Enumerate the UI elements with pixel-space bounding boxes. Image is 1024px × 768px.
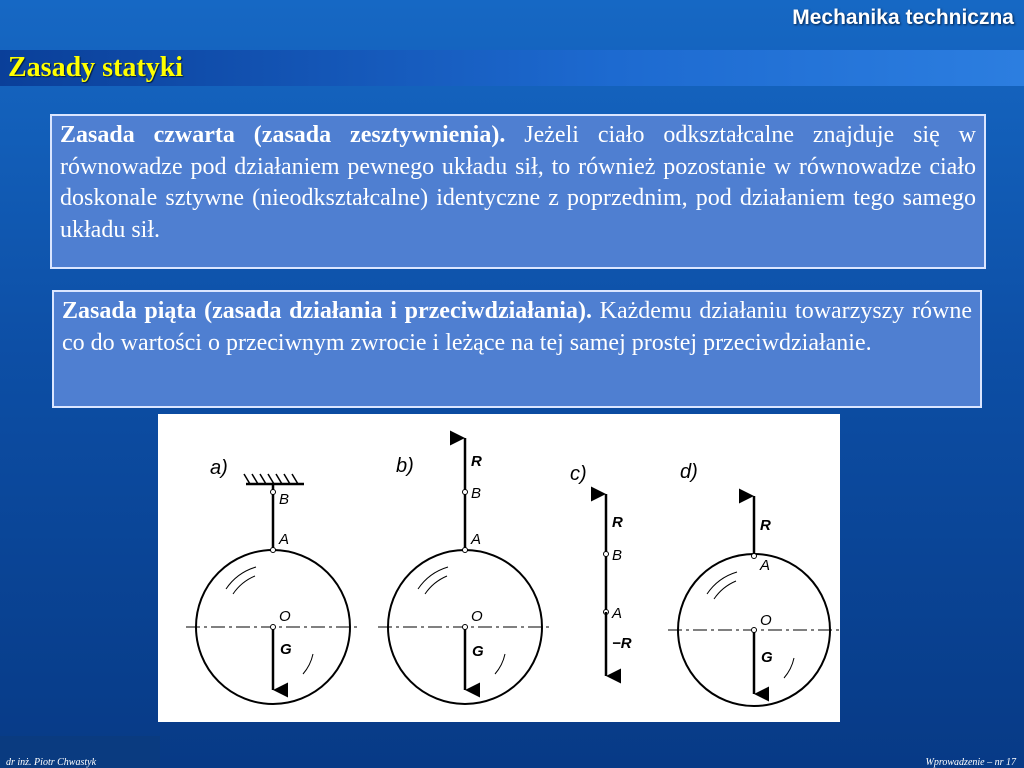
rule-five-heading: Zasada piąta (zasada działania i przeciwdziałania).	[62, 298, 592, 324]
rule-five-box	[52, 290, 982, 408]
footer-author: dr inż. Piotr Chwastyk	[6, 757, 97, 768]
label-a-point-a: A	[279, 531, 290, 548]
label-c: c)	[570, 463, 587, 485]
label-g-d: G	[761, 649, 773, 666]
diagram-d	[668, 461, 840, 706]
label-b-a: B	[279, 491, 290, 508]
label-a-point-c: A	[612, 605, 623, 622]
point-a-a	[271, 548, 276, 553]
label-d: d)	[680, 461, 698, 483]
label-r-c: R	[612, 514, 623, 531]
label-a: a)	[210, 457, 228, 479]
label-b-b: B	[471, 485, 482, 502]
rule-four-text: Jeżeli ciało odkształcalne znajduje się w równowadze pod działaniem pewnego układu sił, to również pozostanie w równowadze ciało doskonale sztywne (nieodkształcalne) identyczne z poprzednim, pod działaniem tego samego układu sił.	[60, 122, 977, 243]
label-g-b: G	[472, 643, 484, 660]
label-b: b)	[396, 455, 414, 477]
point-b-b	[463, 490, 468, 495]
point-a-b	[463, 548, 468, 553]
shade-a2	[233, 576, 255, 594]
statics-diagram-svg	[158, 414, 840, 722]
diagram-b	[378, 438, 552, 704]
presentation-title: Mechanika techniczna	[792, 6, 1014, 29]
point-o-a	[271, 625, 276, 630]
shade-d2	[714, 581, 736, 599]
ceiling-hatch-a	[244, 474, 298, 484]
statics-diagram	[158, 414, 840, 722]
diagram-c	[570, 463, 632, 676]
rule-four-heading: Zasada czwarta (zasada zesztywnienia).	[60, 122, 506, 148]
label-r-b: R	[471, 453, 482, 470]
label-o-a: O	[279, 608, 291, 625]
point-a-d	[752, 554, 757, 559]
point-b-c	[604, 552, 609, 557]
label-b-c: B	[612, 547, 623, 564]
label-g-a: G	[280, 641, 292, 658]
rule-four-box	[50, 114, 986, 269]
label-a-point-d: A	[760, 557, 771, 574]
section-title: Zasady statyki	[8, 52, 184, 83]
point-o-d	[752, 628, 757, 633]
shade-b2	[425, 576, 447, 594]
shade-b3	[495, 654, 505, 674]
diagram-a	[186, 457, 360, 704]
label-r-d: R	[760, 517, 771, 534]
point-o-b	[463, 625, 468, 630]
label-minus-r-c: −R	[612, 635, 632, 652]
footer-page-number: Wprowadzenie – nr 17	[925, 757, 1016, 768]
label-a-point-b: A	[471, 531, 482, 548]
label-o-b: O	[471, 608, 483, 625]
shade-a3	[303, 654, 313, 674]
rule-five-text: Każdemu działaniu towarzyszy równe co do wartości o przeciwnym zwrocie i leżące na tej samej prostej przeciwdziałanie.	[62, 298, 973, 356]
shade-d3	[784, 658, 794, 678]
point-b-a	[271, 490, 276, 495]
label-o-d: O	[760, 612, 772, 629]
